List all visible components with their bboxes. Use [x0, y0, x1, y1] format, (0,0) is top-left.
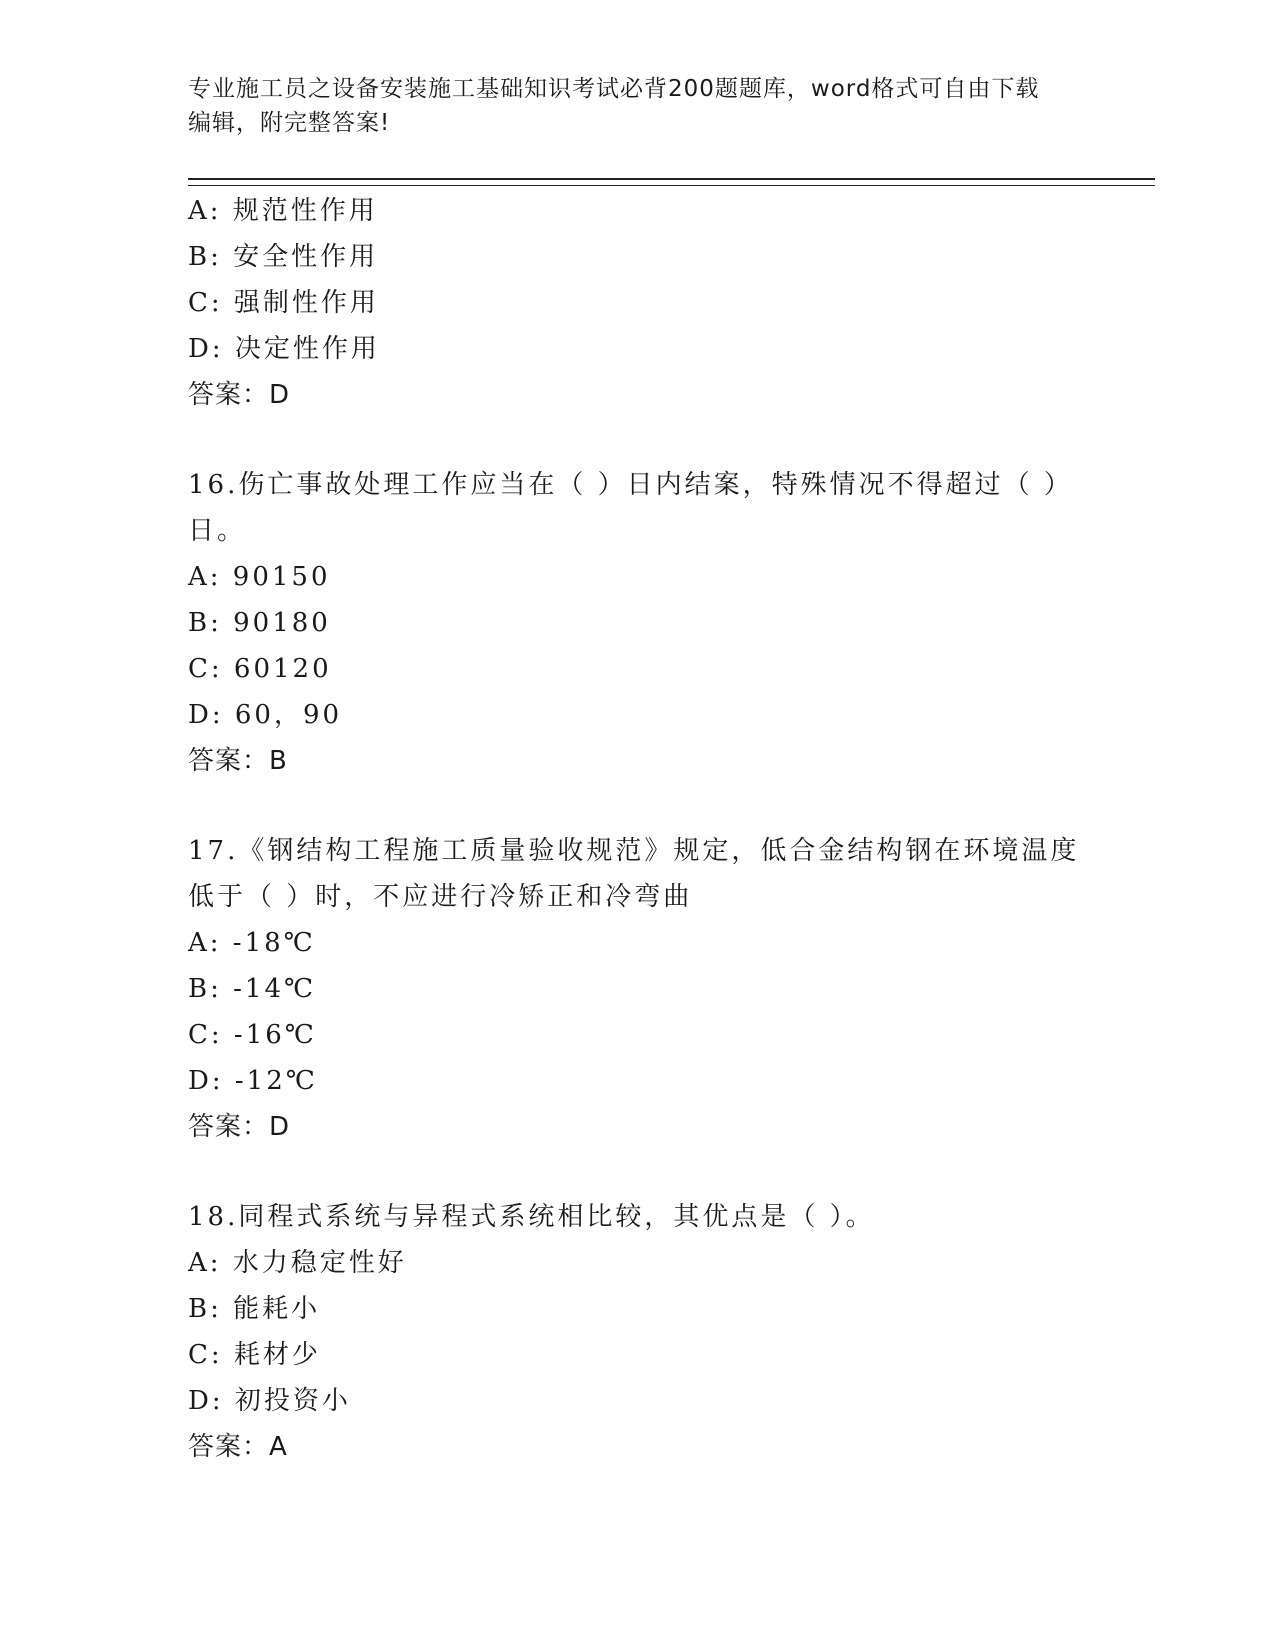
question-15 — [188, 188, 1088, 418]
question-16 — [188, 462, 1088, 784]
option-b: B: -14℃ — [188, 974, 317, 1004]
question-stem: 17.《钢结构工程施工质量验收规范》规定，低合金结构钢在环境温度 — [188, 836, 1080, 866]
option-c: C: 60120 — [188, 654, 332, 684]
question-stem: 18.同程式系统与异程式系统相比较，其优点是（ ）。 — [188, 1202, 875, 1232]
option-d: D: 60，90 — [188, 700, 343, 730]
option-d: D: 初投资小 — [188, 1386, 351, 1416]
header-divider — [188, 178, 1155, 186]
option-a: A: -18℃ — [188, 928, 316, 958]
option-d: D: 决定性作用 — [188, 334, 380, 364]
question-18 — [188, 1194, 1088, 1470]
option-b: B: 90180 — [188, 608, 331, 638]
option-a: A: 水力稳定性好 — [188, 1248, 407, 1278]
answer: 答案：B — [188, 746, 288, 776]
question-17 — [188, 828, 1088, 1150]
question-list — [188, 188, 1088, 1470]
question-stem: 日。 — [188, 516, 247, 546]
option-c: C: 强制性作用 — [188, 288, 379, 318]
option-b: B: 能耗小 — [188, 1294, 321, 1324]
option-a: A: 规范性作用 — [188, 196, 378, 226]
option-b: B: 安全性作用 — [188, 242, 379, 272]
header-line-2: 编辑，附完整答案! — [188, 110, 391, 136]
answer: 答案：D — [188, 1112, 291, 1142]
answer: 答案：A — [188, 1432, 288, 1462]
header-line-1: 专业施工员之设备安装施工基础知识考试必背200题题库，word格式可自由下载 — [188, 76, 1040, 102]
option-d: D: -12℃ — [188, 1066, 318, 1096]
page-header — [188, 72, 1088, 140]
option-c: C: 耗材少 — [188, 1340, 321, 1370]
option-a: A: 90150 — [188, 562, 331, 592]
option-c: C: -16℃ — [188, 1020, 317, 1050]
question-stem: 低于（ ）时，不应进行冷矫正和冷弯曲 — [188, 882, 693, 912]
answer: 答案：D — [188, 380, 291, 410]
question-stem: 16.伤亡事故处理工作应当在（ ）日内结案，特殊情况不得超过（ ） — [188, 470, 1073, 500]
